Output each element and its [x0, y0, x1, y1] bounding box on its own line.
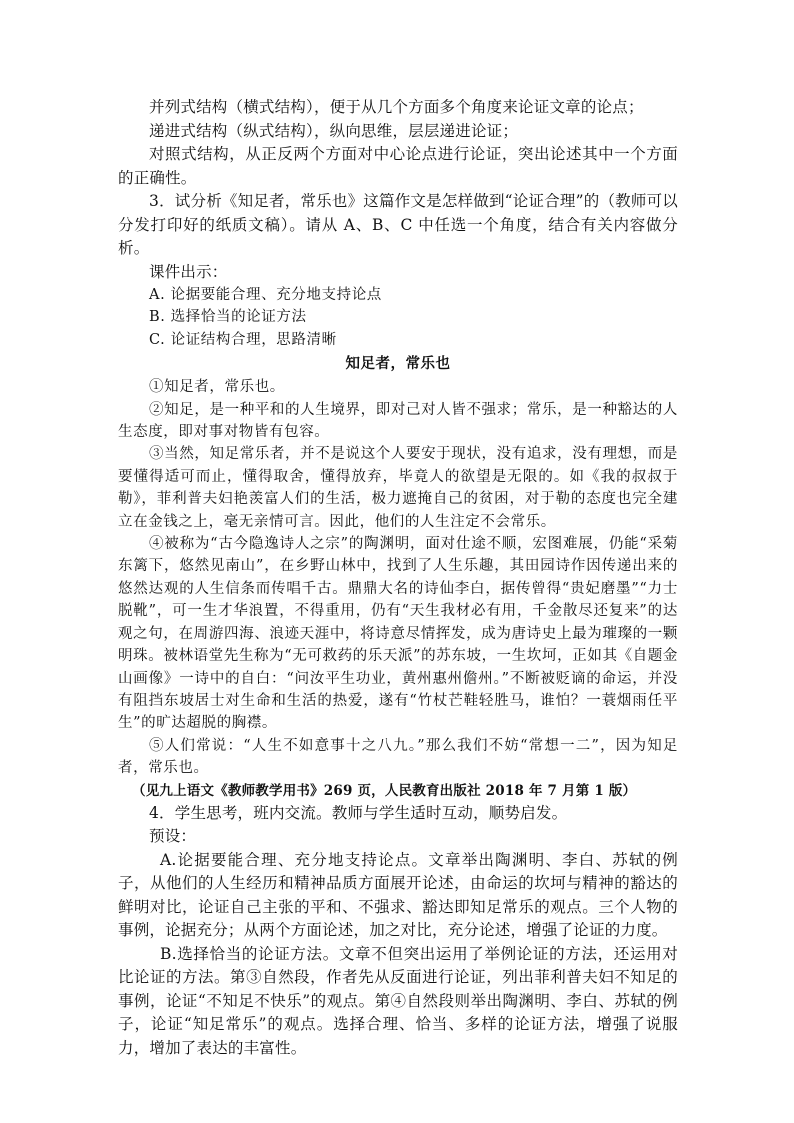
preset-label: 预设： — [149, 827, 197, 846]
structure-contrast: 对照式结构，从正反两个方面对中心论点进行论证，突出论述其中一个方面的正确性。 — [118, 145, 678, 187]
answer-b: B.选择恰当的论证方法。文章不但突出运用了举例论证的方法，还运用对比论证的方法。第③自然段，作者先从反面进行论证，列出菲利普夫妇不知足的事例，论证“不知足不快乐”的观点。第④自然段则举出陶渊明、李白、苏轼的例子，论证“知足常乐”的观点。选择合理、恰当、多样的论证方法，增强了说服力，增加了表达的丰富性。 — [118, 944, 678, 1057]
question-3: 3．试分析《知足者，常乐也》这篇作文是怎样做到“论证合理”的（教师可以分发打印好的纸质文稿）。请从 A、B、C 中任选一个角度，结合有关内容做分析。 — [118, 192, 678, 257]
essay-paragraph-1: ①知足者，常乐也。 — [149, 379, 285, 396]
courseware-option-c: C. 论证结构合理，思路清晰 — [149, 331, 337, 348]
essay-paragraph-5: ⑤人们常说：“人生不如意事十之八九。”那么我们不妨“常想一二”，因为知足者，常乐也。 — [118, 737, 678, 777]
essay-paragraph-3: ③当然，知足常乐者，并不是说这个人要安于现状，没有追求，没有理想，而是要懂得适可而止，懂得取舍，懂得放弃，毕竟人的欲望是无限的。如《我的叔叔于勒》，菲利普夫妇艳羡富人们的生活，极力遮掩自己的贫困，对于勒的态度也完全建立在金钱之上，毫无亲情可言。因此，他们的人生注定不会常乐。 — [118, 446, 678, 530]
courseware-label: 课件出示： — [149, 262, 228, 281]
structure-parallel: 并列式结构（横式结构），便于从几个方面多个角度来论证文章的论点； — [149, 98, 644, 116]
answer-a: A.论据要能合理、充分地支持论点。文章举出陶渊明、李白、苏轼的例子，从他们的人生经历和精神品质方面展开论述，由命运的坎坷与精神的豁达的鲜明对比，论证自己主张的平和、不强求、豁达即知足常乐的观点。三个人物的事例，论据充分；从两个方面论述，加之对比，充分论述，增强了论证的力度。 — [118, 850, 678, 940]
essay-source: （见九上语文《教师教学用书》269 页，人民教育出版社 2018 年 7 月第 1 版） — [132, 782, 637, 799]
document-body — [118, 96, 678, 1060]
essay-title: 知足者，常乐也 — [345, 355, 451, 373]
step-4: 4．学生思考，班内交流。教师与学生适时互动，顺势启发。 — [149, 803, 568, 822]
essay-paragraph-2: ②知足，是一种平和的人生境界，即对己对人皆不强求；常乐，是一种豁达的人生态度，即对事对物皆有包容。 — [118, 401, 678, 441]
courseware-option-b: B. 选择恰当的论证方法 — [149, 309, 307, 326]
structure-progressive: 递进式结构（纵式结构），纵向思维，层层递进论证； — [149, 121, 519, 140]
essay-paragraph-4: ④被称为“古今隐逸诗人之宗”的陶渊明，面对仕途不顺，宏图难展，仍能“采菊东篱下，悠然见南山”，在乡野山林中，找到了人生乐趣，其田园诗作因传递出来的悠然达观的人生信条而传唱千古。鼎鼎大名的诗仙李白，据传曾得“贵妃磨墨”“力士脱靴”，可一生才华浪置，不得重用，仍有“天生我材必有用，千金散尽还复来”的达观之句，在周游四海、浪迹天涯中，将诗意尽情挥发，成为唐诗史上最为璀璨的一颗明珠。被林语堂先生称为“无可救药的乐天派”的苏东坡，一生坎坷，正如其《自题金山画像》一诗中的自白：“问汝平生功业，黄州惠州儋州。”不断被贬谪的命运，并没有阻挡东坡居士对生命和生活的热爱，遂有“竹杖芒鞋轻胜马，谁怕？一蓑烟雨任平生”的旷达超脱的胸襟。 — [118, 536, 678, 732]
courseware-option-a: A. 论据要能合理、充分地支持论点 — [149, 287, 382, 303]
